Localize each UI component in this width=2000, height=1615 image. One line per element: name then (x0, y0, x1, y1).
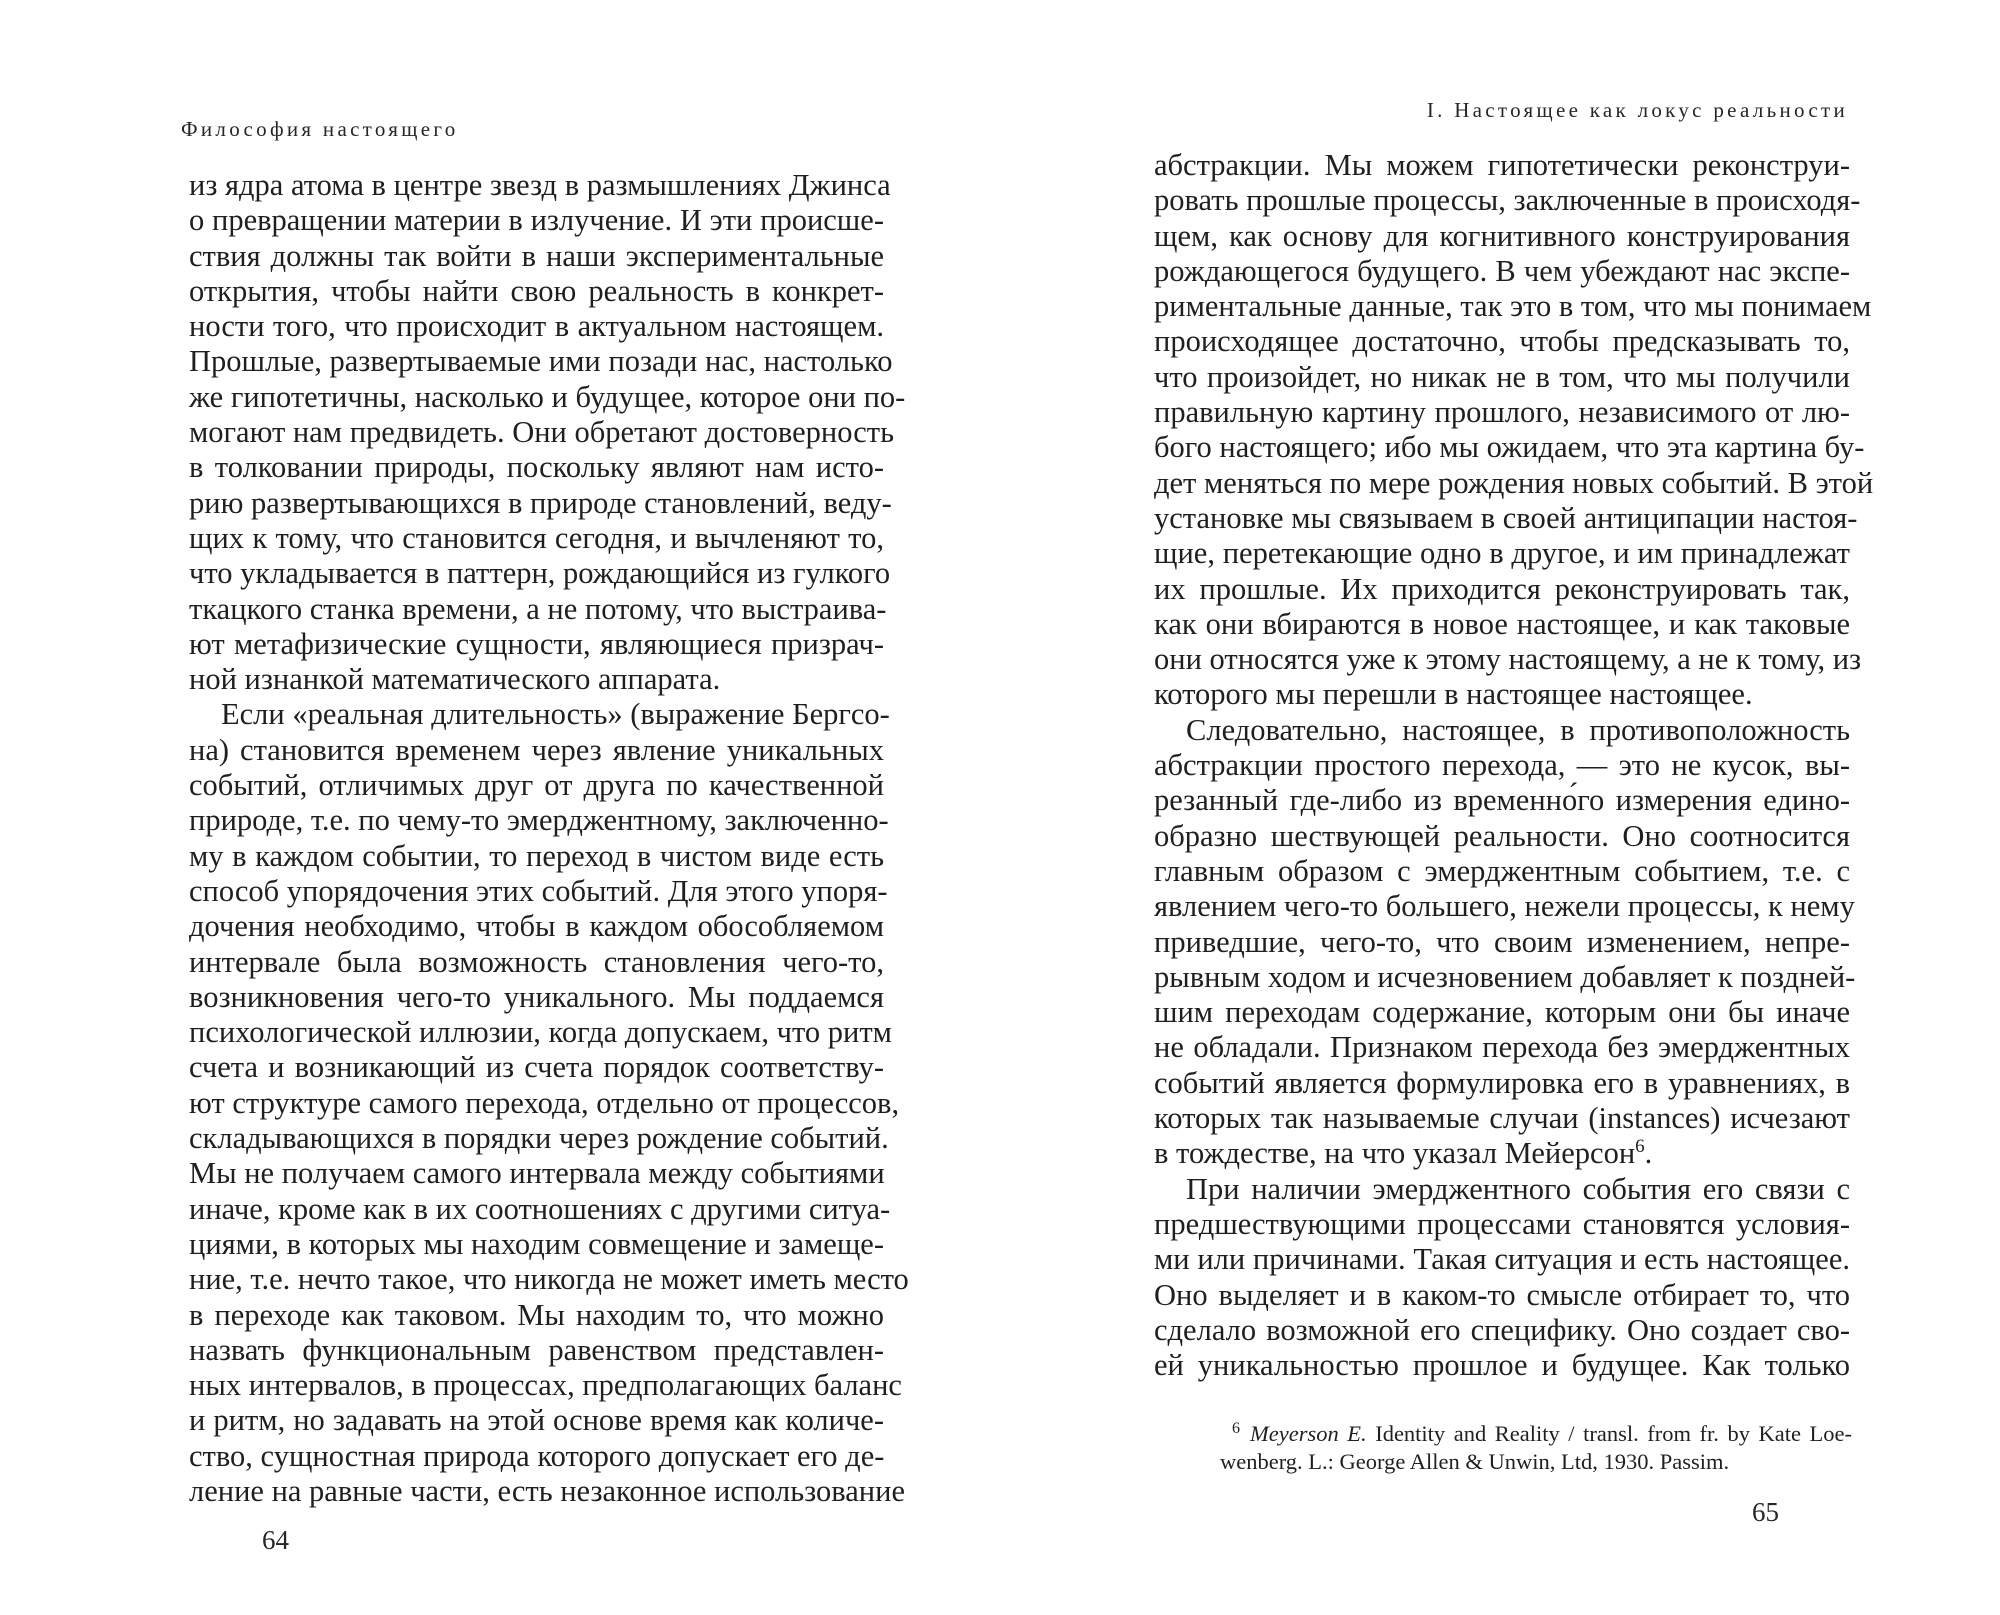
body-line: ей уникальностью прошлое и будущее. Как только (1154, 1348, 1850, 1383)
body-line: приведшие, чего-то, что своим изменением, непре- (1154, 924, 1850, 959)
running-head-left: Философия настоящего (181, 117, 459, 141)
body-line: циями, в которых мы находим совмещение и замеще- (189, 1226, 884, 1261)
body-line: ной изнанкой математического аппарата. (189, 662, 721, 697)
footnote-line: wenberg. L.: George Allen & Unwin, Ltd, 1930. Passim. (1220, 1448, 1730, 1474)
body-line: Мы не получаем самого интервала между событиями (189, 1156, 885, 1191)
body-line: же гипотетичны, насколько и будущее, которое они по- (189, 379, 906, 414)
body-line: явлением чего-то большего, нежели процессы, к нему (1154, 889, 1855, 924)
body-line: му в каждом событии, то переход в чистом виде есть (189, 838, 884, 873)
right-page (1000, 0, 2000, 1615)
body-line: образно шествующей реальности. Оно соотносится (1154, 818, 1850, 853)
footnote-ref-marker: 6 (1635, 1136, 1645, 1158)
body-line: ровать прошлые процессы, заключенные в происходя- (1154, 183, 1861, 218)
body-line: складывающихся в порядки через рождение событий. (189, 1121, 889, 1156)
body-line: которого мы перешли в настоящее настоящее. (1154, 677, 1753, 712)
body-line: дочения необходимо, чтобы в каждом обособляемом (189, 909, 884, 944)
body-line: которых так называемые случаи (instances) исчезают (1154, 1101, 1850, 1136)
body-line: дет меняться по мере рождения новых событий. В этой (1154, 465, 1874, 500)
paragraph-first-line: Следовательно, настоящее, в противоположность (1186, 712, 1850, 747)
body-line: о превращении материи в излучение. И эти происше- (189, 203, 884, 238)
footnote-text: Identity and Reality / transl. from fr. by Kate Loe- (1375, 1421, 1853, 1446)
body-line: на) становится временем через явление уникальных (189, 732, 884, 767)
footnote-line (1220, 1420, 1852, 1448)
body-line: в переходе как таковом. Мы находим то, что можно (189, 1297, 884, 1332)
body-line: установке мы связываем в своей антиципации настоя- (1154, 500, 1858, 535)
body-line: счета и возникающий из счета порядок соответству- (189, 1050, 884, 1085)
body-line: ние, т.е. нечто такое, что никогда не может иметь место (189, 1262, 909, 1297)
footnote-author: Meyerson E. (1250, 1421, 1367, 1446)
body-line: в толковании природы, поскольку являют нам исто- (189, 450, 884, 485)
body-line: риментальные данные, так это в том, что мы понимаем (1154, 289, 1872, 324)
body-line: предшествующими процессами становятся условия- (1154, 1206, 1850, 1241)
body-line: бого настоящего; ибо мы ожидаем, что эта картина бу- (1154, 430, 1865, 465)
body-line: рождающегося будущего. В чем убеждают нас экспе- (1154, 253, 1850, 288)
body-line: правильную картину прошлого, независимого от лю- (1154, 395, 1850, 430)
page-number-right: 65 (1752, 1497, 1779, 1527)
body-line: Оно выделяет и в каком-то смысле отбирает то, что (1154, 1277, 1850, 1312)
body-line: абстракции простого перехода, — это не кусок, вы- (1154, 748, 1850, 783)
body-line: природе, т.е. по чему-то эмерджентному, заключенно- (189, 803, 889, 838)
footnote-marker: 6 (1232, 1419, 1240, 1437)
body-line: ми или причинами. Такая ситуация и есть настоящее. (1154, 1242, 1850, 1277)
body-line: ют структуре самого перехода, отдельно от процессов, (189, 1085, 900, 1120)
body-line: из ядра атома в центре звезд в размышлениях Джинса (189, 168, 891, 202)
body-line: возникновения чего-то уникального. Мы поддаемся (189, 979, 884, 1014)
paragraph-first-line: При наличии эмерджентного события его связи с (1186, 1171, 1850, 1206)
footnote (1220, 1420, 1852, 1475)
body-line: могают нам предвидеть. Они обретают достоверность (189, 415, 894, 450)
body-line: ткацкого станка времени, а не потому, что выстраива- (189, 591, 887, 626)
body-line: событий, отличимых друг от друга по качественной (189, 768, 884, 803)
body-line: абстракции. Мы можем гипотетически реконструи- (1154, 148, 1850, 182)
body-line: что произойдет, но никак не в том, что мы получили (1154, 359, 1850, 394)
paragraph-first-line: Если «реальная длительность» (выражение Бергсо- (221, 697, 890, 732)
body-line: интервале была возможность становления чего-то, (189, 944, 884, 979)
body-line: главным образом с эмерджентным событием, т.е. с (1154, 853, 1850, 888)
body-line: Прошлые, развертываемые ими позади нас, настолько (189, 344, 893, 379)
body-line: назвать функциональным равенством представлен- (189, 1332, 884, 1367)
body-line: открытия, чтобы найти свою реальность в конкрет- (189, 273, 884, 308)
body-line: событий является формулировка его в уравнениях, в (1154, 1065, 1850, 1100)
body-line: способ упорядочения этих событий. Для этого упоря- (189, 873, 888, 908)
body-line: ство, сущностная природа которого допускает его де- (189, 1438, 885, 1473)
body-line: ных интервалов, в процессах, предполагающих баланс (189, 1368, 902, 1403)
body-line: сделало возможной его специфику. Оно создает сво- (1154, 1312, 1850, 1347)
body-line: и ритм, но задавать на этой основе время как количе- (189, 1403, 884, 1438)
body-line: их прошлые. Их приходится реконструировать так, (1154, 571, 1850, 606)
footnote-ref-text: в тождестве, на что указал Мейерсон (1154, 1136, 1636, 1171)
body-line: резанный где-либо из временно́го измерения едино- (1154, 783, 1850, 818)
body-line: ление на равные части, есть незаконное использование (189, 1473, 905, 1508)
left-page-body (189, 168, 909, 1509)
body-line: как они вбираются в новое настоящее, и как таковые (1154, 606, 1850, 641)
body-line: щие, перетекающие одно в другое, и им принадлежат (1154, 536, 1850, 571)
body-line: шим переходам содержание, которым они бы иначе (1154, 995, 1850, 1030)
body-line: ности того, что происходит в актуальном настоящем. (189, 309, 884, 344)
body-line: щих к тому, что становится сегодня, и вычленяют то, (189, 520, 884, 555)
body-line: рывным ходом и исчезновением добавляет к поздней- (1154, 959, 1856, 994)
body-line: ют метафизические сущности, являющиеся призрач- (189, 626, 884, 661)
body-line: рию развертывающихся в природе становлений, веду- (189, 485, 892, 520)
body-line: щем, как основу для когнитивного конструирования (1154, 218, 1850, 253)
running-head-right: I. Настоящее как локус реальности (1426, 98, 1848, 122)
body-line: происходящее достаточно, чтобы предсказывать то, (1154, 324, 1850, 359)
right-page-body (1154, 148, 1874, 1383)
body-line: что укладывается в паттерн, рождающийся из гулкого (189, 556, 891, 591)
page-number-left: 64 (262, 1525, 289, 1555)
body-line: иначе, кроме как в их соотношениях с другими ситуа- (189, 1191, 891, 1226)
body-line: психологической иллюзии, когда допускаем, что ритм (189, 1015, 892, 1050)
body-line-with-footnote-ref: в тождестве, на что указал Мейерсон$^6$. (1154, 1136, 1653, 1171)
body-line: они относятся уже к этому настоящему, а не к тому, из (1154, 642, 1862, 677)
body-line: ствия должны так войти в наши экспериментальные (189, 238, 884, 273)
body-line: не обладали. Признаком перехода без эмерджентных (1154, 1030, 1850, 1065)
